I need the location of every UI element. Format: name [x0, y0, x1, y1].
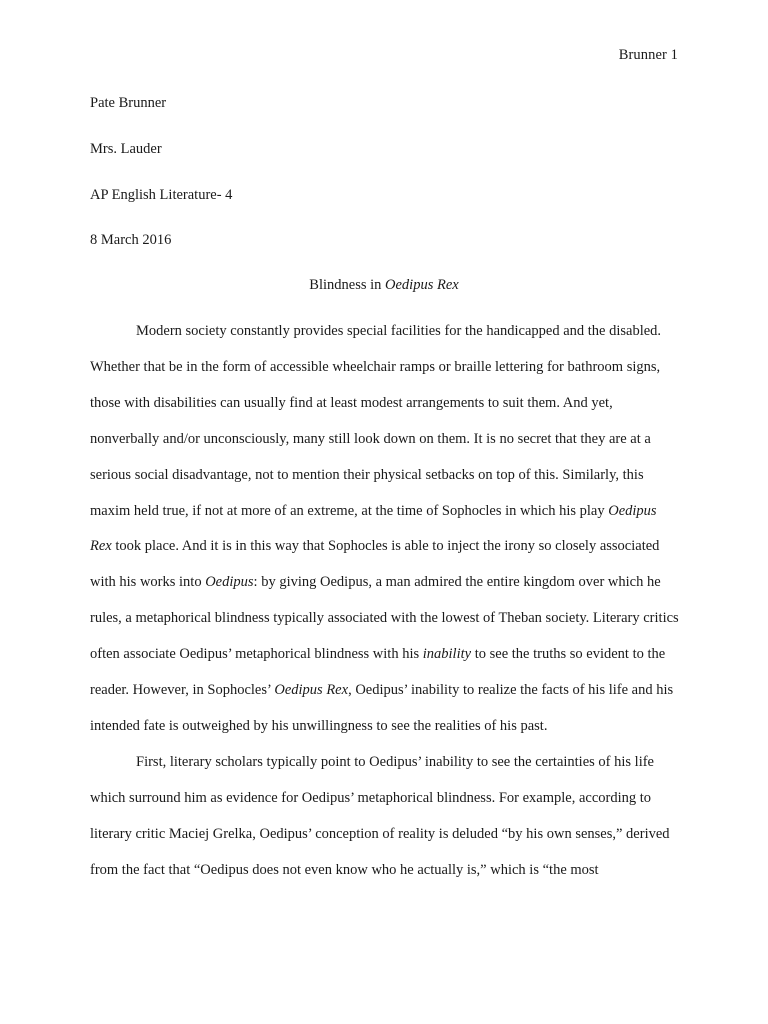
course-name: AP English Literature- 4 [90, 187, 233, 203]
p2-text: First, literary scholars typically point to Oedipus’ inability to see the certainties of his life which surround him as evidence for Oedipus’ metaphorical blindness. For example, according to literary critic Maciej Grelka, Oedipus’ conception of reality is deluded “by his own senses,” derived from the fact that “Oedipus does not even know who he actually is,” which is “the most [90, 753, 670, 878]
p1-text-3: : by giving Oedipus, a man admired the entire kingdom over which he rules, a metaphorical blindness typically associated with the lowest of Theban society. Literary critics often associate Oedipus’ metaphorical blindness with his [90, 574, 679, 663]
running-head: Brunner 1 [618, 47, 678, 63]
teacher-name: Mrs. Lauder [90, 141, 162, 157]
p1-text-5: , Oedipus’ inability to realize the facts of his life and his intended fate is outweighed by his unwillingness to see the realities of his past. [90, 682, 674, 734]
paragraph-1 [90, 314, 680, 745]
p1-text-2: took place. And it is in this way that Sophocles is able to inject the irony so closely associated with his works into [90, 538, 660, 591]
paragraph-2 [90, 745, 680, 889]
p1-text-4: to see the truths so evident to the reader. However, in Sophocles’ [90, 646, 666, 699]
p1-italic-1: Oedipus Rex [90, 502, 657, 555]
date: 8 March 2016 [90, 232, 172, 248]
essay-body [90, 314, 680, 889]
student-name: Pate Brunner [90, 95, 167, 111]
title-prefix: Blindness in [309, 277, 386, 293]
title-italic: Oedipus Rex [385, 277, 459, 293]
p1-text-1: Modern society constantly provides special facilities for the handicapped and the disabled. Whether that be in the form of accessible wheelchair ramps or braille lettering for bathroom signs, those with disabilities can usually find at least modest arrangements to suit them. And yet, nonverbally and/or unconsciously, many still look down on them. It is no secret that they are at a serious social disadvantage, not to mention their physical setbacks on top of this. Similarly, this maxim held true, if not at more of an extreme, at the time of Sophocles in which his play [90, 323, 662, 519]
p1-italic-4: Oedipus Rex [274, 682, 349, 699]
p1-italic-3: inability [422, 646, 472, 663]
essay-title [0, 277, 768, 294]
p1-italic-2: Oedipus [205, 574, 254, 591]
